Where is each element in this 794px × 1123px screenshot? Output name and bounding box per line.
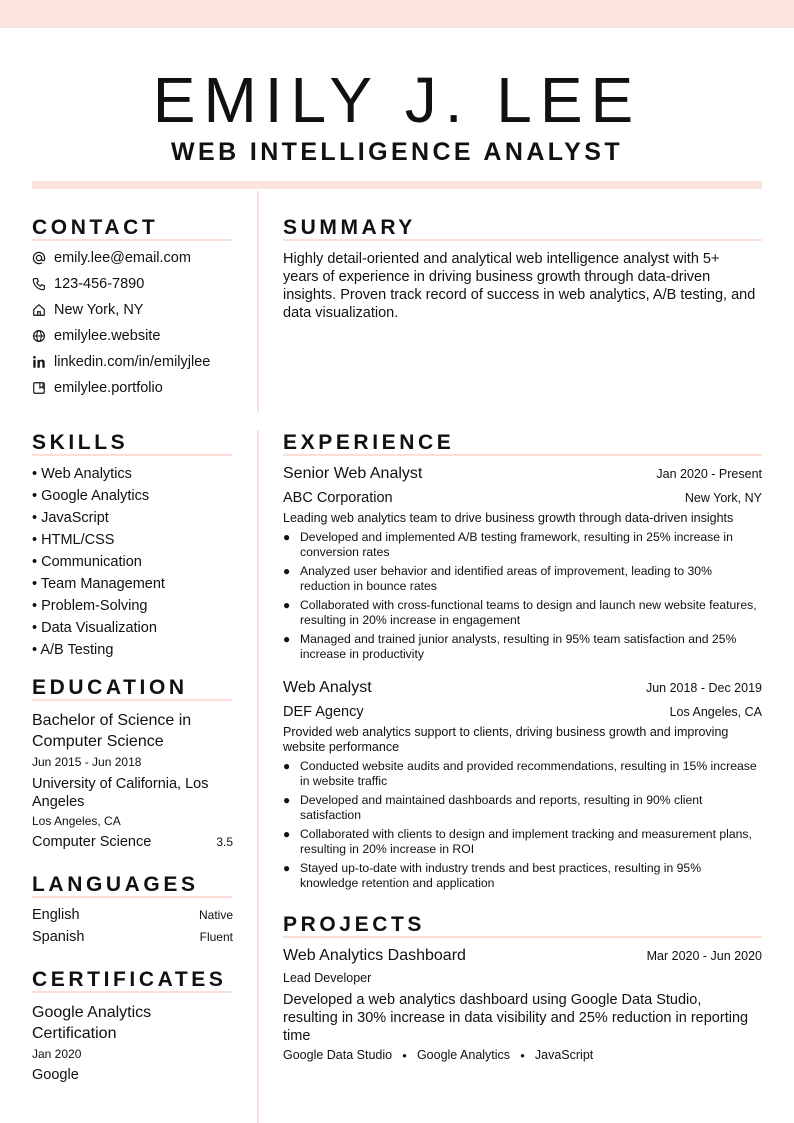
contact-phone-text: 123-456-7890 [54, 276, 145, 292]
education-underline [32, 699, 232, 701]
project-dates: Mar 2020 - Jun 2020 [646, 949, 762, 963]
project-tool: Google Data Studio [283, 1048, 393, 1062]
tool-separator: ● [520, 1050, 525, 1060]
education-location: Los Angeles, CA [32, 814, 121, 828]
header-divider [32, 181, 762, 189]
job-bullet: ● Developed and maintained dashboards and reports, resulting in 90% client satisfaction [283, 793, 703, 822]
project-tool: Google Analytics [416, 1048, 511, 1062]
skills-underline [32, 454, 232, 456]
contact-location-text: New York, NY [54, 302, 144, 318]
contact-phone[interactable] [32, 273, 144, 295]
job-bullet: ● Developed and implemented A/B testing framework, resulting in 25% increase in conversion rates [283, 530, 733, 559]
job-role: Web Analyst [283, 679, 372, 696]
skill-item: • Communication [32, 554, 142, 570]
job-header [283, 679, 762, 697]
phone-icon [32, 277, 46, 291]
education-heading: EDUCATION [32, 676, 188, 699]
languages-underline [32, 896, 232, 898]
languages-heading: LANGUAGES [32, 873, 199, 896]
linkedin-icon [32, 355, 46, 369]
contact-location [32, 299, 143, 321]
tool-separator: ● [402, 1050, 407, 1060]
project-name: Web Analytics Dashboard [283, 947, 466, 964]
education-field: Computer Science [32, 834, 152, 850]
project-description: Developed a web analytics dashboard using Google Data Studio, resulting in 30% increase in data visibility and 25% reduction in reporting time [283, 992, 749, 1044]
skill-item: • Team Management [32, 576, 165, 592]
at-icon [32, 251, 46, 265]
contact-linkedin-text: linkedin.com/in/emilyjlee [54, 354, 211, 370]
contact-email-text: emily.lee@email.com [54, 250, 191, 266]
skills-heading: SKILLS [32, 431, 129, 454]
education-degree: Bachelor of Science in Computer Science [32, 712, 192, 750]
language-name: English [32, 907, 80, 923]
contact-linkedin[interactable] [32, 351, 210, 373]
job-summary: Leading web analytics team to drive business growth through data-driven insights [283, 511, 734, 525]
education-school: University of California, Los Angeles [32, 776, 209, 810]
skill-item: • HTML/CSS [32, 532, 115, 548]
skill-item: • JavaScript [32, 510, 109, 526]
job-company-row [283, 704, 762, 720]
contact-website-text: emilylee.website [54, 328, 161, 344]
job-header [283, 465, 762, 483]
education-dates: Jun 2015 - Jun 2018 [32, 755, 142, 769]
project-tools [283, 1048, 593, 1062]
column-divider-bottom [257, 430, 259, 1123]
top-accent-band [0, 0, 794, 28]
language-level: Fluent [199, 930, 233, 944]
certificate-name: Google Analytics Certification [32, 1004, 152, 1042]
job-bullet: ● Collaborated with clients to design and implement tracking and measurement plans, resulting in 20% increase in ROI [283, 827, 752, 856]
skill-item: • Google Analytics [32, 488, 150, 504]
portfolio-icon [32, 381, 46, 395]
job-company-row [283, 490, 762, 506]
experience-heading: EXPERIENCE [283, 431, 455, 454]
language-row [32, 929, 233, 945]
job-summary: Provided web analytics support to clients, driving business growth and improving website performance [283, 725, 729, 754]
project-tool: JavaScript [534, 1048, 594, 1062]
projects-underline [283, 936, 762, 938]
contact-website[interactable] [32, 325, 160, 347]
contact-underline [32, 239, 232, 241]
candidate-title: WEB INTELLIGENCE ANALYST [171, 138, 623, 166]
summary-underline [283, 239, 762, 241]
summary-heading: SUMMARY [283, 216, 416, 239]
job-dates: Jan 2020 - Present [656, 467, 762, 481]
certificates-underline [32, 991, 232, 993]
globe-icon [32, 329, 46, 343]
certificate-date: Jan 2020 [32, 1047, 82, 1061]
job-location: Los Angeles, CA [669, 705, 762, 719]
skill-item: • Data Visualization [32, 620, 157, 636]
skill-item: • A/B Testing [32, 642, 114, 658]
language-name: Spanish [32, 929, 85, 945]
education-field-row [32, 834, 233, 850]
candidate-name: EMILY J. LEE [152, 64, 642, 136]
experience-underline [283, 454, 762, 456]
home-icon [32, 303, 46, 317]
job-bullet: ● Conducted website audits and provided recommendations, resulting in 15% increase in website traffic [283, 759, 757, 788]
column-divider-top [257, 191, 259, 413]
certificate-issuer: Google [32, 1067, 79, 1083]
job-location: New York, NY [684, 491, 762, 505]
skill-item: • Web Analytics [32, 466, 132, 482]
contact-heading: CONTACT [32, 216, 159, 239]
language-level: Native [198, 908, 233, 922]
contact-email[interactable] [32, 247, 191, 269]
contact-portfolio-text: emilylee.portfolio [54, 380, 163, 396]
job-bullet: ● Collaborated with cross-functional teams to design and launch new website features, resulting in 20% increase in engagement [283, 598, 757, 627]
job-company: ABC Corporation [283, 490, 393, 506]
skill-item: • Problem-Solving [32, 598, 148, 614]
certificates-heading: CERTIFICATES [32, 968, 227, 991]
job-bullet: ● Stayed up-to-date with industry trends and best practices, resulting in 95% knowledge retention and application [283, 861, 702, 890]
job-company: DEF Agency [283, 704, 364, 720]
education-gpa: 3.5 [216, 835, 233, 849]
projects-heading: PROJECTS [283, 913, 425, 936]
contact-portfolio[interactable] [32, 377, 163, 399]
summary-text: Highly detail-oriented and analytical web intelligence analyst with 5+ years of experience in driving business growth through data-driven insights. Proven track record of success in web analytics, A/B testing, and data visualization. [283, 251, 756, 321]
project-role: Lead Developer [283, 971, 372, 985]
job-role: Senior Web Analyst [283, 465, 423, 482]
language-row [32, 907, 233, 923]
job-bullet: ● Managed and trained junior analysts, resulting in 95% team satisfaction and 25% increase in productivity [283, 632, 737, 661]
job-dates: Jun 2018 - Dec 2019 [645, 681, 762, 695]
job-bullet: ● Analyzed user behavior and identified areas of improvement, leading to 30% reduction in bounce rates [283, 564, 712, 593]
project-header [283, 947, 762, 965]
